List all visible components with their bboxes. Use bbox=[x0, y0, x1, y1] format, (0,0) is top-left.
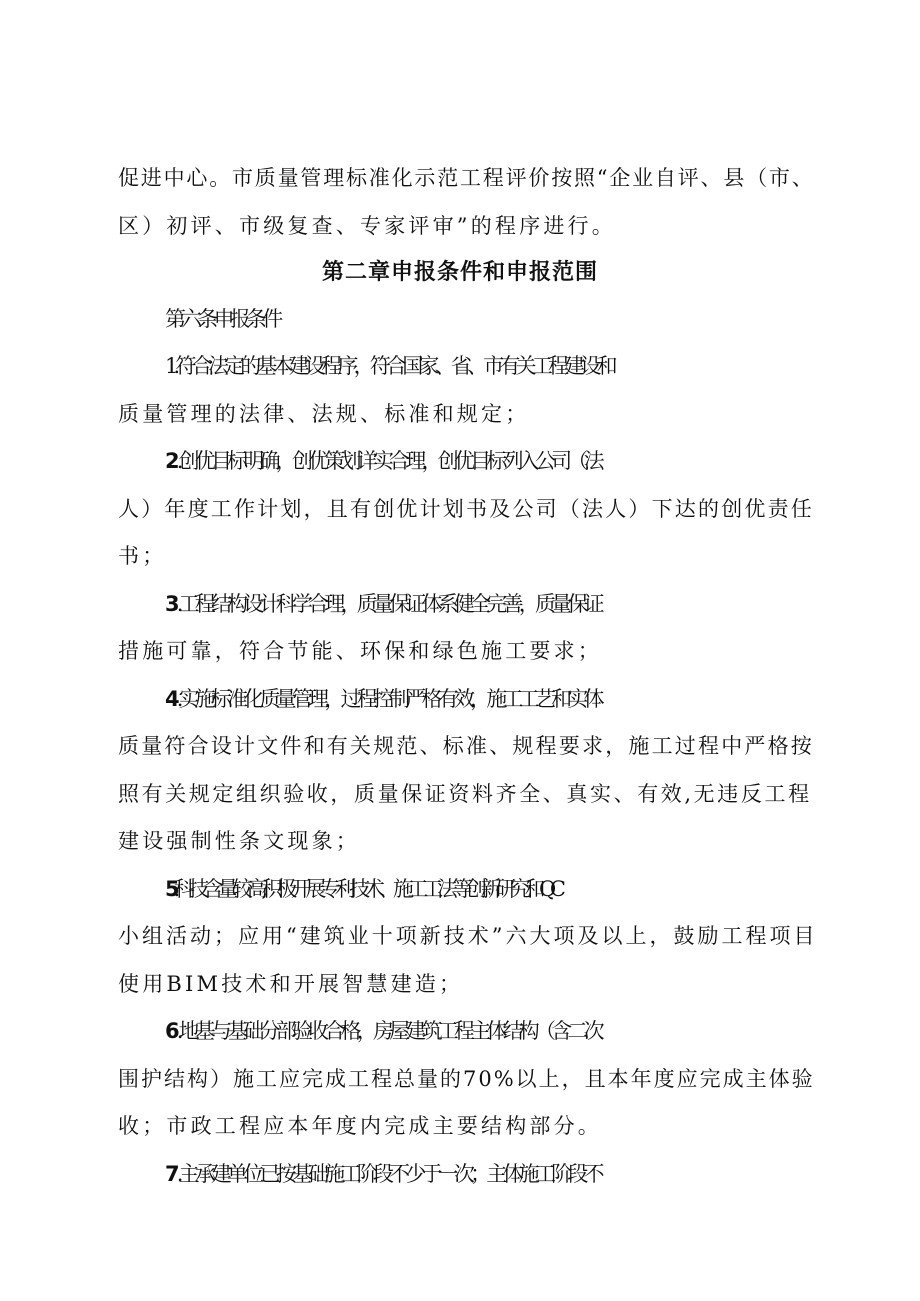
list-item-line: 围护结构）施工应完成工程总量的70%以上，且本年度应完成主体验 bbox=[118, 1067, 815, 1091]
list-item-line: 书； bbox=[118, 544, 167, 568]
list-item-line bbox=[165, 684, 865, 714]
item-number: 5 bbox=[165, 877, 174, 901]
list-item-line bbox=[165, 874, 865, 904]
item-text: .地基与基础分部验收合格，房屋建筑工程主体结构（含二次 bbox=[176, 1019, 600, 1043]
list-item-line: 建设强制性条文现象； bbox=[118, 829, 360, 853]
intro-line: 区）初评、市级复查、专家评审”的程序进行。 bbox=[118, 214, 616, 238]
list-item-line: 使用BIM技术和开展智慧建造； bbox=[118, 972, 464, 996]
list-item-line: 措施可靠，符合节能、环保和绿色施工要求； bbox=[118, 639, 602, 663]
intro-line: 促进中心。市质量管理标准化示范工程评价按照“企业自评、县（市、 bbox=[118, 166, 815, 190]
article-heading: 第六条申报条件 bbox=[165, 307, 279, 331]
list-item-line: 质量管理的法律、法规、标准和规定； bbox=[118, 402, 530, 426]
list-item-line: 照有关规定组织验收，质量保证资料齐全、真实、有效,无违反工程 bbox=[118, 782, 812, 806]
item-text: .工程结构设计科学合理，质量保证体系健全完善，质量保证 bbox=[176, 592, 600, 616]
item-number: 3 bbox=[165, 592, 175, 616]
list-item-line bbox=[165, 446, 865, 476]
list-item-line bbox=[165, 1016, 865, 1046]
item-number: 7 bbox=[165, 1162, 175, 1186]
item-text: .主承建单位已按基础施工阶段不少于一次；主体施工阶段不 bbox=[176, 1162, 600, 1186]
list-item-line bbox=[165, 351, 865, 381]
item-text: 符合法定的基本建设程序，符合国家、省、市有关工程建设和 bbox=[175, 354, 613, 378]
item-text: .创优目标明确，创优策划详实合理，创优目标列入公司（法 bbox=[176, 449, 600, 473]
item-number: 4 bbox=[165, 687, 175, 711]
list-item-line: 人）年度工作计划，且有创优计划书及公司（法人）下达的创优责任 bbox=[118, 497, 814, 521]
item-number: 2 bbox=[165, 449, 175, 473]
list-item-line: 质量符合设计文件和有关规范、标准、规程要求，施工过程中严格按 bbox=[118, 734, 814, 758]
item-text: .实施标准化质量管理，过程控制严格有效，施工工艺和实体 bbox=[176, 687, 600, 711]
list-item-line: 小组活动；应用“建筑业十项新技术”六大项及以上，鼓励工程项目 bbox=[118, 924, 818, 948]
list-item-line bbox=[165, 1159, 865, 1189]
list-item-line: 收；市政工程应本年度内完成主要结构部分。 bbox=[118, 1114, 602, 1138]
item-number: 1. bbox=[165, 354, 176, 378]
list-item-line bbox=[165, 589, 865, 619]
chapter-heading: 第二章申报条件和申报范围 bbox=[321, 260, 598, 285]
item-text: .科技含量较高,积极开展专利技术、施工工法等创新研究和QC bbox=[173, 877, 560, 901]
item-number: 6 bbox=[165, 1019, 175, 1043]
